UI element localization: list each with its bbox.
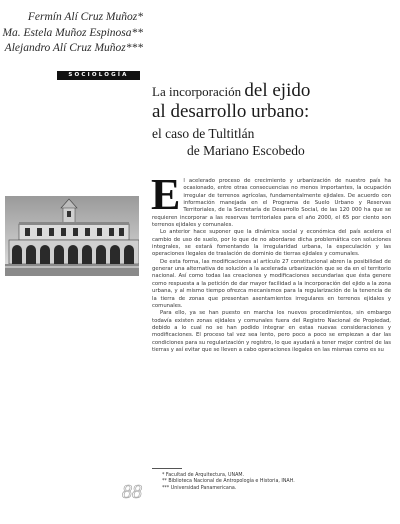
building-photo-illustration <box>5 196 139 276</box>
subtitle-line-2: de Mariano Escobedo <box>187 143 305 158</box>
author-3: Alejandro Alí Cruz Muñoz*** <box>4 42 143 54</box>
page-number: 88 <box>122 481 142 503</box>
section-label: SOCIOLOGÍA <box>68 72 129 78</box>
article-title <box>152 82 392 159</box>
building-photo <box>5 196 139 276</box>
article-body <box>151 170 391 354</box>
title-line-1-big: del ejido <box>244 80 311 101</box>
drop-cap: E <box>151 170 181 219</box>
paragraph-4: Para ello, ya se han puesto en marcha los nuevos procedimientos, sin embargo todavía existen zonas ejidales y comunales fuera del Registro Nacional de Propiedad, debido a lo cual no se han podido integrar en estas nuevas consideraciones y modificaciones. El proceso tal vez sea lento, pero poco a poco se empiezan a dar las condiciones para su regularización y registro, lo que ayudará a tener mejor control de las tierras y así evitar que se lleven a cabo operaciones ilegales en las mismas como es su <box>152 310 391 353</box>
footnote-rule <box>152 468 182 469</box>
paragraph-1 <box>151 170 391 229</box>
title-line-1-small: La incorporación <box>152 84 242 99</box>
footnotes <box>162 473 295 492</box>
paragraph-3: De esta forma, las modificaciones al artículo 27 constitucional abren la posibilidad de generar una alternativa de solución a la acelerada urbanización que se da en el territorio nacional. Así como todas las creaciones y modificaciones secundarias que ésta genere como respuesta a la petición de dar mayor facilidad a la incorporación del ejido a la zona urbana, y al mismo tiempo ofrezca mecanismos para la regularización de la tenencia de la tierra de zonas que presentan asentamientos irregulares en terrenos ejidales y comunales. <box>152 258 391 309</box>
author-2: Ma. Estela Muñoz Espinosa** <box>2 26 143 39</box>
section-label-bar <box>57 71 140 80</box>
footnote-1: * Facultad de Arquitectura, UNAM. <box>162 473 245 478</box>
footnote-2: ** Biblioteca Nacional de Antropología e Historia, INAH. <box>162 479 295 485</box>
title-line-2: al desarrollo urbano: <box>152 101 310 122</box>
title-line-1 <box>152 82 392 101</box>
footnote-3: *** Universidad Panamericana. <box>162 485 237 491</box>
author-list <box>2 10 143 57</box>
subtitle-line-1: el caso de Tultitlán <box>152 126 255 141</box>
paragraph-1-text: l acelerado proceso de crecimiento y urbanización de nuestro país ha ocasionado, entre otras consecuencias no menos importantes, la ocupación irregular de terrenos agrícolas, fundamentalmente ejidales. De acuerdo con información manejada en el Programa de Suelo Urbano y Reservas Territoriales, de la Secretaría de Desarrollo Social, de las 120 000 ha que se requieren incorporar a las reservas territoriales para el año 2000, el 65 por ciento son terrenos ejidales y comunales. <box>152 178 391 229</box>
author-1: Fermín Alí Cruz Muñoz* <box>27 11 143 23</box>
paragraph-2: Lo anterior hace suponer que la dinámica social y económica del país acelera el cambio de uso de suelo, por lo que de no abordarse dicha problemática con soluciones integrales, se estará fomentando la irregularidad urbana, la especulación y las operaciones ilegales de traslación de dominio de tierras ejidales y comunales. <box>152 229 391 258</box>
